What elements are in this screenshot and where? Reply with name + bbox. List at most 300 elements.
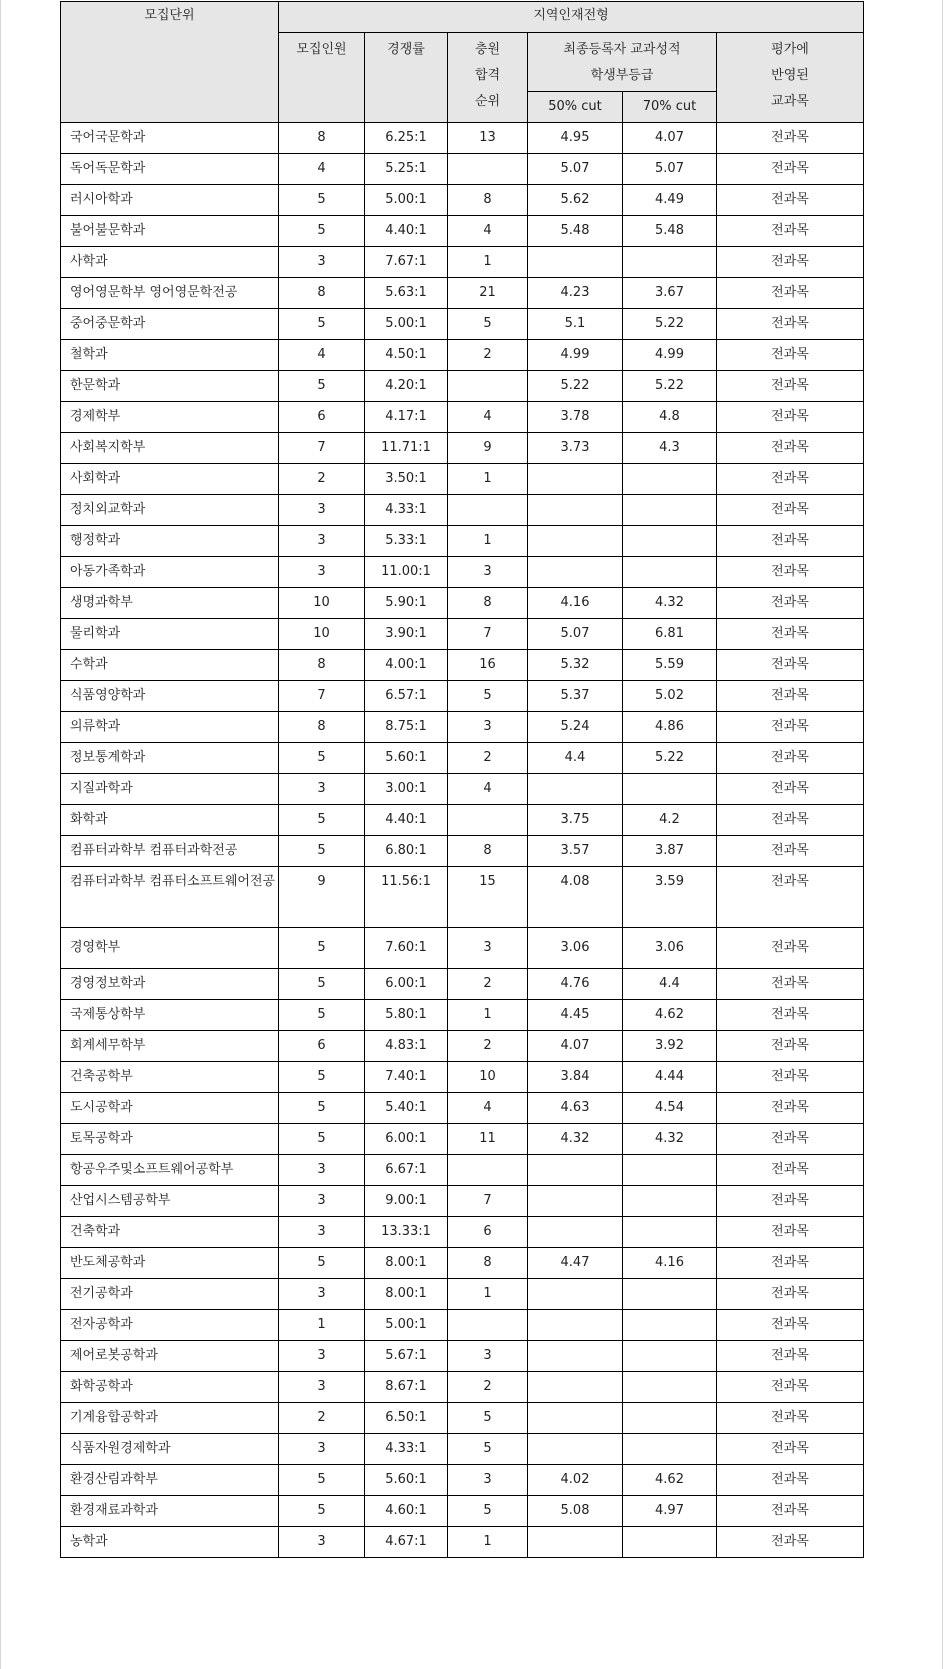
table-row	[61, 278, 864, 309]
table-row	[61, 185, 864, 216]
cell-recruit: 5	[279, 1062, 365, 1093]
cell-subject: 전과목	[717, 1310, 864, 1341]
table-row	[61, 247, 864, 278]
cell-rank	[448, 1310, 528, 1341]
cell-rank	[448, 154, 528, 185]
table-row	[61, 928, 864, 969]
cell-cut50	[528, 1279, 623, 1310]
cell-ratio: 8.75:1	[365, 712, 448, 743]
table-row	[61, 1093, 864, 1124]
table-row	[61, 681, 864, 712]
cell-recruit: 3	[279, 1372, 365, 1403]
cell-cut50: 4.32	[528, 1124, 623, 1155]
cell-cut70: 4.16	[623, 1248, 717, 1279]
cell-ratio: 9.00:1	[365, 1186, 448, 1217]
cell-recruit: 5	[279, 1465, 365, 1496]
cell-recruit: 3	[279, 1527, 365, 1558]
cell-cut50	[528, 526, 623, 557]
cell-recruit: 4	[279, 340, 365, 371]
cell-recruit: 3	[279, 1434, 365, 1465]
cell-name: 경영학부	[61, 928, 279, 969]
table-row	[61, 1372, 864, 1403]
cell-subject: 전과목	[717, 309, 864, 340]
cell-recruit: 5	[279, 1496, 365, 1527]
cell-subject: 전과목	[717, 185, 864, 216]
cell-recruit: 5	[279, 1248, 365, 1279]
cell-subject: 전과목	[717, 588, 864, 619]
cell-rank: 3	[448, 557, 528, 588]
cell-name: 경제학부	[61, 402, 279, 433]
cell-cut70: 4.32	[623, 588, 717, 619]
cell-ratio: 4.60:1	[365, 1496, 448, 1527]
cell-recruit: 5	[279, 1000, 365, 1031]
cell-rank: 4	[448, 1093, 528, 1124]
cell-cut50: 3.57	[528, 836, 623, 867]
cell-cut50: 3.06	[528, 928, 623, 969]
cell-cut50: 5.1	[528, 309, 623, 340]
cell-subject: 전과목	[717, 402, 864, 433]
cell-cut70	[623, 1341, 717, 1372]
cell-ratio: 6.67:1	[365, 1155, 448, 1186]
cell-name: 컴퓨터과학부 컴퓨터과학전공	[61, 836, 279, 867]
cell-rank: 9	[448, 433, 528, 464]
cell-name: 사회복지학부	[61, 433, 279, 464]
cell-subject: 전과목	[717, 774, 864, 805]
cell-recruit: 3	[279, 247, 365, 278]
cell-ratio: 4.40:1	[365, 216, 448, 247]
table-row	[61, 743, 864, 774]
cell-rank: 10	[448, 1062, 528, 1093]
cell-name: 식품영양학과	[61, 681, 279, 712]
cell-cut50: 5.32	[528, 650, 623, 681]
cell-name: 환경재료과학과	[61, 1496, 279, 1527]
cell-rank: 8	[448, 588, 528, 619]
cell-ratio: 11.56:1	[365, 867, 448, 928]
cell-cut70: 5.48	[623, 216, 717, 247]
table-row	[61, 588, 864, 619]
table-row	[61, 805, 864, 836]
cell-cut70	[623, 247, 717, 278]
cell-subject: 전과목	[717, 836, 864, 867]
cell-cut50: 3.73	[528, 433, 623, 464]
cell-cut70	[623, 1217, 717, 1248]
header-subject-line2: 반영된	[771, 68, 809, 83]
cell-rank: 5	[448, 1434, 528, 1465]
cell-name: 회계세무학부	[61, 1031, 279, 1062]
cell-rank: 5	[448, 309, 528, 340]
cell-cut50: 5.24	[528, 712, 623, 743]
cell-cut70: 4.97	[623, 1496, 717, 1527]
cell-name: 전자공학과	[61, 1310, 279, 1341]
cell-subject: 전과목	[717, 928, 864, 969]
cell-rank: 7	[448, 1186, 528, 1217]
cell-recruit: 10	[279, 619, 365, 650]
cell-cut50	[528, 774, 623, 805]
table-row	[61, 619, 864, 650]
cell-ratio: 5.80:1	[365, 1000, 448, 1031]
cell-ratio: 8.67:1	[365, 1372, 448, 1403]
cell-ratio: 4.67:1	[365, 1527, 448, 1558]
cell-name: 항공우주및소프트웨어공학부	[61, 1155, 279, 1186]
header-rank	[448, 33, 528, 123]
cell-name: 전기공학과	[61, 1279, 279, 1310]
cell-recruit: 8	[279, 712, 365, 743]
cell-name: 한문학과	[61, 371, 279, 402]
cell-ratio: 4.33:1	[365, 1434, 448, 1465]
cell-subject: 전과목	[717, 1217, 864, 1248]
cell-cut70	[623, 526, 717, 557]
cell-cut70	[623, 1372, 717, 1403]
cell-subject: 전과목	[717, 526, 864, 557]
cell-ratio: 6.57:1	[365, 681, 448, 712]
table-row	[61, 154, 864, 185]
admission-results-table	[60, 1, 864, 1558]
cell-cut50: 3.84	[528, 1062, 623, 1093]
cell-subject: 전과목	[717, 1124, 864, 1155]
cell-subject: 전과목	[717, 340, 864, 371]
cell-cut50	[528, 1155, 623, 1186]
cell-rank: 15	[448, 867, 528, 928]
cell-ratio: 11.71:1	[365, 433, 448, 464]
table-row	[61, 1155, 864, 1186]
cell-name: 식품자원경제학과	[61, 1434, 279, 1465]
cell-rank: 1	[448, 247, 528, 278]
table-row	[61, 1186, 864, 1217]
cell-cut70	[623, 1310, 717, 1341]
cell-name: 컴퓨터과학부 컴퓨터소프트웨어전공	[61, 867, 279, 928]
cell-subject: 전과목	[717, 1248, 864, 1279]
cell-rank: 8	[448, 185, 528, 216]
cell-recruit: 8	[279, 123, 365, 154]
cell-cut50	[528, 1341, 623, 1372]
cell-name: 정보통계학과	[61, 743, 279, 774]
header-grade	[528, 33, 717, 92]
cell-cut50	[528, 464, 623, 495]
cell-recruit: 3	[279, 526, 365, 557]
cell-recruit: 1	[279, 1310, 365, 1341]
cell-cut70: 4.99	[623, 340, 717, 371]
header-ratio: 경쟁률	[365, 33, 448, 123]
cell-rank: 2	[448, 1372, 528, 1403]
cell-cut50	[528, 1186, 623, 1217]
table-row	[61, 216, 864, 247]
cell-rank: 3	[448, 712, 528, 743]
cell-rank: 16	[448, 650, 528, 681]
cell-ratio: 11.00:1	[365, 557, 448, 588]
cell-cut70	[623, 774, 717, 805]
cell-subject: 전과목	[717, 433, 864, 464]
cell-rank	[448, 371, 528, 402]
cell-subject: 전과목	[717, 495, 864, 526]
cell-cut50: 4.95	[528, 123, 623, 154]
cell-rank: 5	[448, 681, 528, 712]
cell-subject: 전과목	[717, 1496, 864, 1527]
cell-cut50: 3.78	[528, 402, 623, 433]
cell-ratio: 5.67:1	[365, 1341, 448, 1372]
cell-ratio: 5.00:1	[365, 309, 448, 340]
cell-rank: 6	[448, 1217, 528, 1248]
cell-cut70: 3.87	[623, 836, 717, 867]
cell-cut50: 3.75	[528, 805, 623, 836]
cell-cut50	[528, 1372, 623, 1403]
cell-cut50	[528, 495, 623, 526]
cell-recruit: 2	[279, 464, 365, 495]
cell-recruit: 3	[279, 1217, 365, 1248]
cell-subject: 전과목	[717, 1465, 864, 1496]
header-grade-line2: 학생부등급	[590, 68, 654, 83]
table-row	[61, 1248, 864, 1279]
table-row	[61, 1434, 864, 1465]
cell-ratio: 4.17:1	[365, 402, 448, 433]
cell-cut70: 3.92	[623, 1031, 717, 1062]
cell-ratio: 8.00:1	[365, 1248, 448, 1279]
cell-name: 경영정보학과	[61, 969, 279, 1000]
table-row	[61, 1124, 864, 1155]
cell-rank: 1	[448, 526, 528, 557]
header-cut50: 50% cut	[528, 92, 623, 123]
table-row	[61, 309, 864, 340]
cell-rank: 3	[448, 928, 528, 969]
cell-subject: 전과목	[717, 1000, 864, 1031]
cell-name: 화학공학과	[61, 1372, 279, 1403]
cell-ratio: 4.83:1	[365, 1031, 448, 1062]
cell-ratio: 13.33:1	[365, 1217, 448, 1248]
cell-ratio: 5.40:1	[365, 1093, 448, 1124]
cell-cut70: 4.44	[623, 1062, 717, 1093]
cell-cut50	[528, 1434, 623, 1465]
cell-name: 건축학과	[61, 1217, 279, 1248]
table-row	[61, 1217, 864, 1248]
cell-subject: 전과목	[717, 1434, 864, 1465]
cell-cut70: 5.59	[623, 650, 717, 681]
cell-recruit: 5	[279, 185, 365, 216]
cell-recruit: 3	[279, 1155, 365, 1186]
cell-cut70	[623, 1186, 717, 1217]
cell-ratio: 4.20:1	[365, 371, 448, 402]
cell-cut50	[528, 557, 623, 588]
cell-subject: 전과목	[717, 1279, 864, 1310]
cell-recruit: 5	[279, 805, 365, 836]
table-row	[61, 371, 864, 402]
cell-subject: 전과목	[717, 247, 864, 278]
cell-cut70	[623, 1403, 717, 1434]
cell-rank: 5	[448, 1496, 528, 1527]
cell-name: 독어독문학과	[61, 154, 279, 185]
cell-cut50: 5.22	[528, 371, 623, 402]
cell-rank: 1	[448, 1527, 528, 1558]
cell-rank: 2	[448, 340, 528, 371]
cell-cut70	[623, 1155, 717, 1186]
cell-ratio: 7.40:1	[365, 1062, 448, 1093]
cell-subject: 전과목	[717, 1527, 864, 1558]
cell-recruit: 3	[279, 1186, 365, 1217]
cell-name: 정치외교학과	[61, 495, 279, 526]
table-row	[61, 495, 864, 526]
cell-rank: 11	[448, 1124, 528, 1155]
cell-rank: 1	[448, 1000, 528, 1031]
table-row	[61, 340, 864, 371]
cell-cut70: 4.49	[623, 185, 717, 216]
cell-cut50	[528, 1403, 623, 1434]
page-edge-right	[942, 0, 943, 1669]
header-rank-line2: 합격	[474, 68, 501, 83]
table-row	[61, 433, 864, 464]
cell-cut70: 3.59	[623, 867, 717, 928]
cell-rank	[448, 495, 528, 526]
cell-ratio: 5.00:1	[365, 1310, 448, 1341]
table-row	[61, 1031, 864, 1062]
cell-cut70: 5.22	[623, 309, 717, 340]
cell-name: 사학과	[61, 247, 279, 278]
cell-name: 기계융합공학과	[61, 1403, 279, 1434]
header-subject-line3: 교과목	[771, 94, 809, 109]
cell-rank	[448, 1155, 528, 1186]
cell-subject: 전과목	[717, 154, 864, 185]
table-row	[61, 1341, 864, 1372]
header-recruit: 모집인원	[279, 33, 365, 123]
cell-recruit: 3	[279, 557, 365, 588]
table-row	[61, 836, 864, 867]
table-row	[61, 526, 864, 557]
cell-ratio: 4.50:1	[365, 340, 448, 371]
cell-subject: 전과목	[717, 650, 864, 681]
page-edge-left	[0, 0, 1, 1669]
cell-rank: 1	[448, 464, 528, 495]
header-rank-line3: 순위	[474, 94, 501, 109]
cell-subject: 전과목	[717, 805, 864, 836]
cell-cut70: 5.22	[623, 371, 717, 402]
cell-subject: 전과목	[717, 1372, 864, 1403]
cell-name: 도시공학과	[61, 1093, 279, 1124]
cell-ratio: 6.80:1	[365, 836, 448, 867]
cell-cut50: 4.23	[528, 278, 623, 309]
cell-subject: 전과목	[717, 619, 864, 650]
cell-recruit: 5	[279, 1124, 365, 1155]
cell-subject: 전과목	[717, 969, 864, 1000]
table-row	[61, 402, 864, 433]
cell-name: 중어중문학과	[61, 309, 279, 340]
cell-recruit: 5	[279, 1093, 365, 1124]
cell-ratio: 6.00:1	[365, 969, 448, 1000]
cell-name: 물리학과	[61, 619, 279, 650]
cell-ratio: 5.60:1	[365, 743, 448, 774]
header-rank-line1: 충원	[474, 42, 501, 57]
cell-name: 불어불문학과	[61, 216, 279, 247]
cell-cut70: 4.8	[623, 402, 717, 433]
cell-subject: 전과목	[717, 464, 864, 495]
cell-recruit: 7	[279, 681, 365, 712]
cell-ratio: 3.50:1	[365, 464, 448, 495]
cell-cut70: 4.4	[623, 969, 717, 1000]
cell-cut70	[623, 495, 717, 526]
cell-rank: 3	[448, 1465, 528, 1496]
cell-ratio: 8.00:1	[365, 1279, 448, 1310]
cell-recruit: 6	[279, 1031, 365, 1062]
cell-recruit: 3	[279, 1341, 365, 1372]
cell-cut70: 3.67	[623, 278, 717, 309]
header-unit: 모집단위	[61, 2, 279, 123]
cell-rank: 21	[448, 278, 528, 309]
cell-subject: 전과목	[717, 1062, 864, 1093]
cell-cut70	[623, 1279, 717, 1310]
cell-cut50: 4.99	[528, 340, 623, 371]
cell-rank: 13	[448, 123, 528, 154]
table-row	[61, 1279, 864, 1310]
cell-subject: 전과목	[717, 1186, 864, 1217]
cell-rank: 7	[448, 619, 528, 650]
cell-subject: 전과목	[717, 1403, 864, 1434]
cell-cut50: 4.02	[528, 1465, 623, 1496]
cell-cut70: 4.32	[623, 1124, 717, 1155]
cell-ratio: 7.60:1	[365, 928, 448, 969]
cell-cut50	[528, 1217, 623, 1248]
cell-cut70: 4.62	[623, 1465, 717, 1496]
cell-cut50: 4.45	[528, 1000, 623, 1031]
cell-ratio: 6.00:1	[365, 1124, 448, 1155]
cell-cut50: 4.16	[528, 588, 623, 619]
header-group: 지역인재전형	[279, 2, 864, 33]
cell-cut50: 5.48	[528, 216, 623, 247]
cell-rank: 4	[448, 216, 528, 247]
cell-recruit: 8	[279, 650, 365, 681]
cell-recruit: 10	[279, 588, 365, 619]
cell-ratio: 7.67:1	[365, 247, 448, 278]
cell-recruit: 3	[279, 774, 365, 805]
table-row	[61, 1310, 864, 1341]
cell-rank: 4	[448, 774, 528, 805]
cell-ratio: 5.25:1	[365, 154, 448, 185]
cell-name: 영어영문학부 영어영문학전공	[61, 278, 279, 309]
cell-name: 러시아학과	[61, 185, 279, 216]
cell-subject: 전과목	[717, 278, 864, 309]
cell-cut50: 4.76	[528, 969, 623, 1000]
cell-recruit: 5	[279, 836, 365, 867]
cell-cut50: 5.07	[528, 154, 623, 185]
cell-cut50: 5.08	[528, 1496, 623, 1527]
cell-ratio: 5.00:1	[365, 185, 448, 216]
cell-ratio: 6.50:1	[365, 1403, 448, 1434]
cell-ratio: 4.33:1	[365, 495, 448, 526]
cell-ratio: 5.90:1	[365, 588, 448, 619]
cell-subject: 전과목	[717, 867, 864, 928]
cell-ratio: 4.40:1	[365, 805, 448, 836]
cell-subject: 전과목	[717, 1155, 864, 1186]
cell-cut50: 4.63	[528, 1093, 623, 1124]
cell-cut50	[528, 1527, 623, 1558]
table-row	[61, 123, 864, 154]
table-row	[61, 557, 864, 588]
cell-cut50: 4.4	[528, 743, 623, 774]
cell-ratio: 5.60:1	[365, 1465, 448, 1496]
cell-cut70: 5.22	[623, 743, 717, 774]
cell-name: 지질과학과	[61, 774, 279, 805]
cell-cut50: 5.07	[528, 619, 623, 650]
cell-recruit: 9	[279, 867, 365, 928]
cell-cut70	[623, 557, 717, 588]
cell-ratio: 3.00:1	[365, 774, 448, 805]
cell-name: 반도체공학과	[61, 1248, 279, 1279]
cell-subject: 전과목	[717, 743, 864, 774]
table-row	[61, 464, 864, 495]
cell-name: 화학과	[61, 805, 279, 836]
header-subject	[717, 33, 864, 123]
cell-recruit: 5	[279, 928, 365, 969]
table-row	[61, 1403, 864, 1434]
cell-recruit: 3	[279, 1279, 365, 1310]
cell-cut70: 4.54	[623, 1093, 717, 1124]
cell-rank: 1	[448, 1279, 528, 1310]
cell-subject: 전과목	[717, 1341, 864, 1372]
